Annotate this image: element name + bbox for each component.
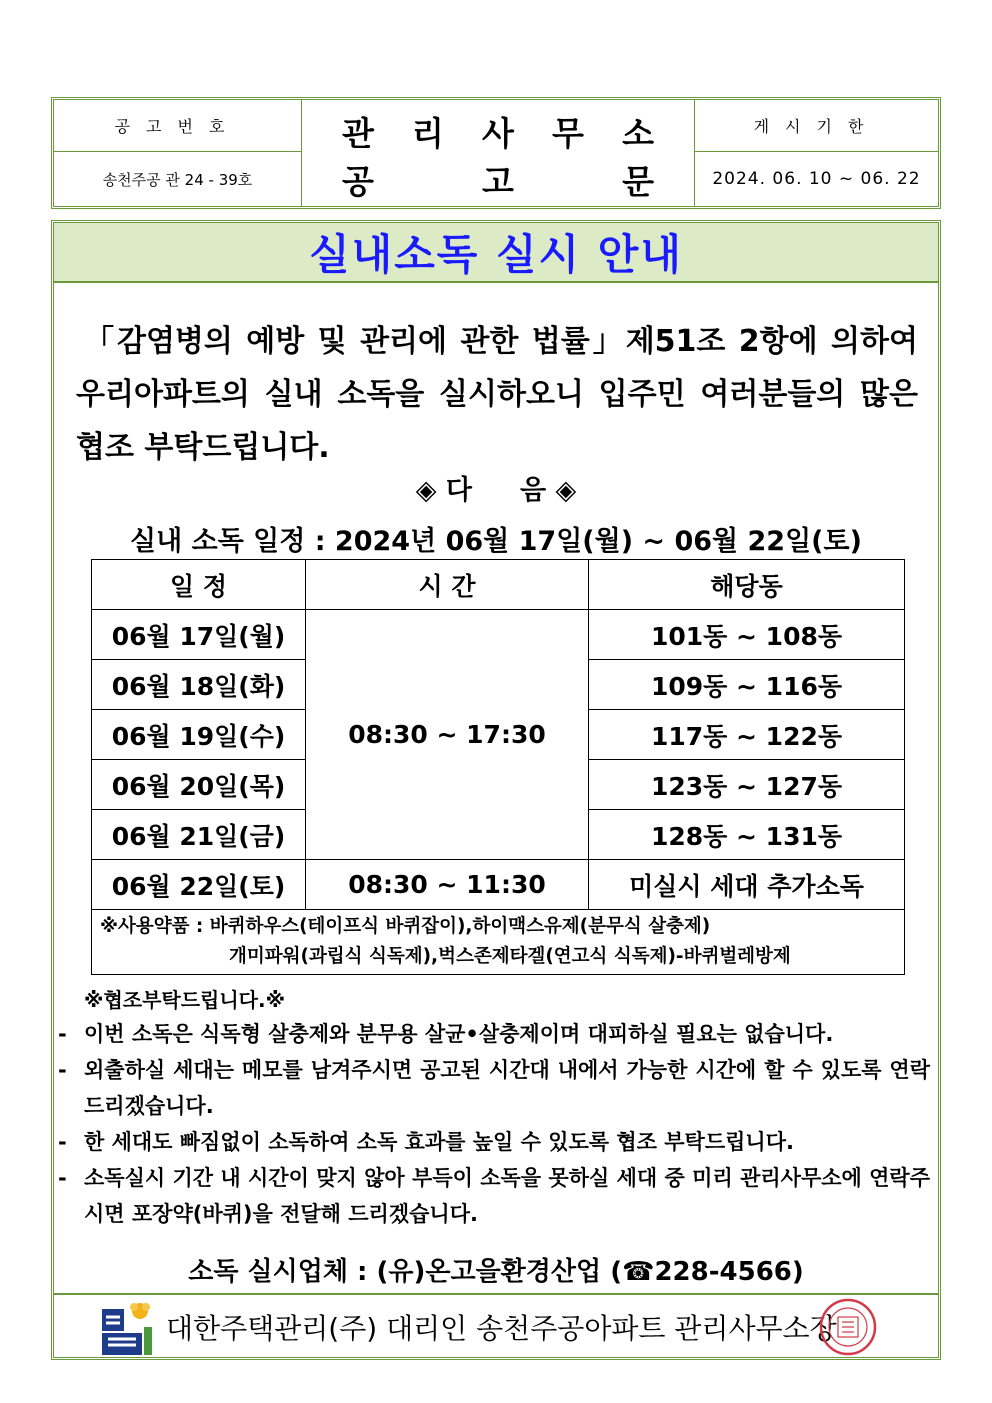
title-char: 문 bbox=[622, 161, 654, 201]
notice-number-text: 송천주공 관 24 - 39호 bbox=[102, 170, 253, 189]
row-date: 06월 20일(목) bbox=[92, 760, 306, 810]
notice-number-label bbox=[54, 100, 302, 152]
following-heading bbox=[54, 468, 938, 507]
notice-bullets bbox=[58, 1016, 930, 1232]
list-item bbox=[58, 1016, 930, 1052]
title-char: 고 bbox=[482, 161, 514, 201]
row-time-last: 08:30 ~ 11:30 bbox=[306, 860, 589, 910]
office-title-line1 bbox=[342, 106, 654, 156]
bullet-text: 외출하실 세대는 메모를 남겨주시면 공고된 시간대 내에서 가능한 시간에 할 수 있도록 연락 드리겠습니다. bbox=[84, 1058, 930, 1118]
intro-text: 「감염병의 예방 및 관리에 관한 법률」제51조 2항에 의하여 우리아파트의 실내 소독을 실시하오니 입주민 여러분들의 많은 협조 부탁드립니다. bbox=[76, 324, 918, 465]
row-date: 06월 22일(토) bbox=[92, 860, 306, 910]
row-dong: 128동 ~ 131동 bbox=[589, 810, 905, 860]
row-date: 06월 18일(화) bbox=[92, 660, 306, 710]
list-item bbox=[58, 1052, 930, 1124]
bullet-text: 이번 소독은 식독형 살충제와 분무용 살균•살충제이며 대피하실 필요는 없습니다. bbox=[84, 1022, 834, 1046]
intro-paragraph bbox=[76, 315, 918, 474]
footer-text: 대한주택관리(주) 대리인 송천주공아파트 관리사무소장 bbox=[166, 1312, 837, 1345]
table-row bbox=[92, 610, 905, 660]
following-heading-right: 음 ◈ bbox=[520, 475, 577, 506]
bullet-dash: - bbox=[58, 1058, 67, 1082]
table-notes-row bbox=[92, 910, 905, 975]
bullet-dash: - bbox=[58, 1130, 67, 1154]
row-dong: 미실시 세대 추가소독 bbox=[589, 860, 905, 910]
notice-number-label-text: 공고번호 bbox=[114, 117, 241, 136]
schedule-table bbox=[91, 559, 905, 975]
title-char: 소 bbox=[622, 113, 654, 153]
notice-body bbox=[51, 220, 941, 1360]
table-header-row bbox=[92, 560, 905, 610]
row-time-main: 08:30 ~ 17:30 bbox=[306, 610, 589, 860]
title-char: 공 bbox=[342, 161, 374, 201]
cooperation-title: ※협조부탁드립니다.※ bbox=[84, 988, 286, 1012]
official-seal-icon bbox=[818, 1297, 878, 1357]
bullet-dash: - bbox=[58, 1166, 67, 1190]
row-dong: 123동 ~ 127동 bbox=[589, 760, 905, 810]
chemicals-notes bbox=[92, 910, 905, 975]
title-char: 리 bbox=[412, 113, 444, 153]
schedule-line: 실내 소독 일정 : 2024년 06월 17일(월) ~ 06월 22일(토) bbox=[130, 526, 862, 557]
row-dong: 101동 ~ 108동 bbox=[589, 610, 905, 660]
list-item bbox=[58, 1124, 930, 1160]
office-title-line2 bbox=[342, 154, 654, 204]
notice-title-bar bbox=[54, 223, 938, 283]
notice-title: 실내소독 실시 안내 bbox=[309, 230, 683, 279]
row-dong: 117동 ~ 122동 bbox=[589, 710, 905, 760]
chemicals-line2: 개미파워(과립식 식독제),벅스존제타겔(연고식 식독제)-바퀴벌레방제 bbox=[229, 946, 791, 967]
ttarae-logo-icon bbox=[100, 1299, 156, 1357]
bullet-dash: - bbox=[58, 1022, 67, 1046]
row-date: 06월 17일(월) bbox=[92, 610, 306, 660]
posting-period-text: 2024. 06. 10 ~ 06. 22 bbox=[712, 169, 921, 189]
row-date: 06월 21일(금) bbox=[92, 810, 306, 860]
row-dong: 109동 ~ 116동 bbox=[589, 660, 905, 710]
title-char: 관 bbox=[342, 113, 374, 153]
title-char: 사 bbox=[482, 113, 514, 153]
bullet-text: 소독실시 기간 내 시간이 맞지 않아 부득이 소독을 못하실 세대 중 미리 관리사무소에 연락주시면 포장약(바퀴)을 전달해 드리겠습니다. bbox=[84, 1166, 930, 1226]
chemicals-line1: ※사용약품 : 바퀴하우스(테이프식 바퀴잡이),하이맥스유제(분무식 살충제) bbox=[100, 916, 711, 937]
bullet-text: 한 세대도 빠짐없이 소독하여 소독 효과를 높일 수 있도록 협조 부탁드립니다. bbox=[84, 1130, 794, 1154]
header-date: 일 정 bbox=[92, 560, 306, 610]
table-row bbox=[92, 860, 905, 910]
office-title bbox=[302, 100, 694, 206]
list-item bbox=[58, 1160, 930, 1232]
header-time: 시 간 bbox=[306, 560, 589, 610]
notice-header bbox=[51, 97, 941, 209]
following-heading-left: ◈ 다 bbox=[415, 475, 472, 506]
header-dong: 해당동 bbox=[589, 560, 905, 610]
posting-period-label-text: 게시기한 bbox=[753, 117, 880, 136]
footer bbox=[54, 1293, 938, 1357]
posting-period bbox=[694, 152, 938, 206]
row-date: 06월 19일(수) bbox=[92, 710, 306, 760]
notice-number bbox=[54, 152, 302, 206]
contractor-line: 소독 실시업체 : (유)온고을환경산업 (☎228-4566) bbox=[188, 1257, 804, 1287]
posting-period-label bbox=[694, 100, 938, 152]
title-char: 무 bbox=[552, 113, 584, 153]
